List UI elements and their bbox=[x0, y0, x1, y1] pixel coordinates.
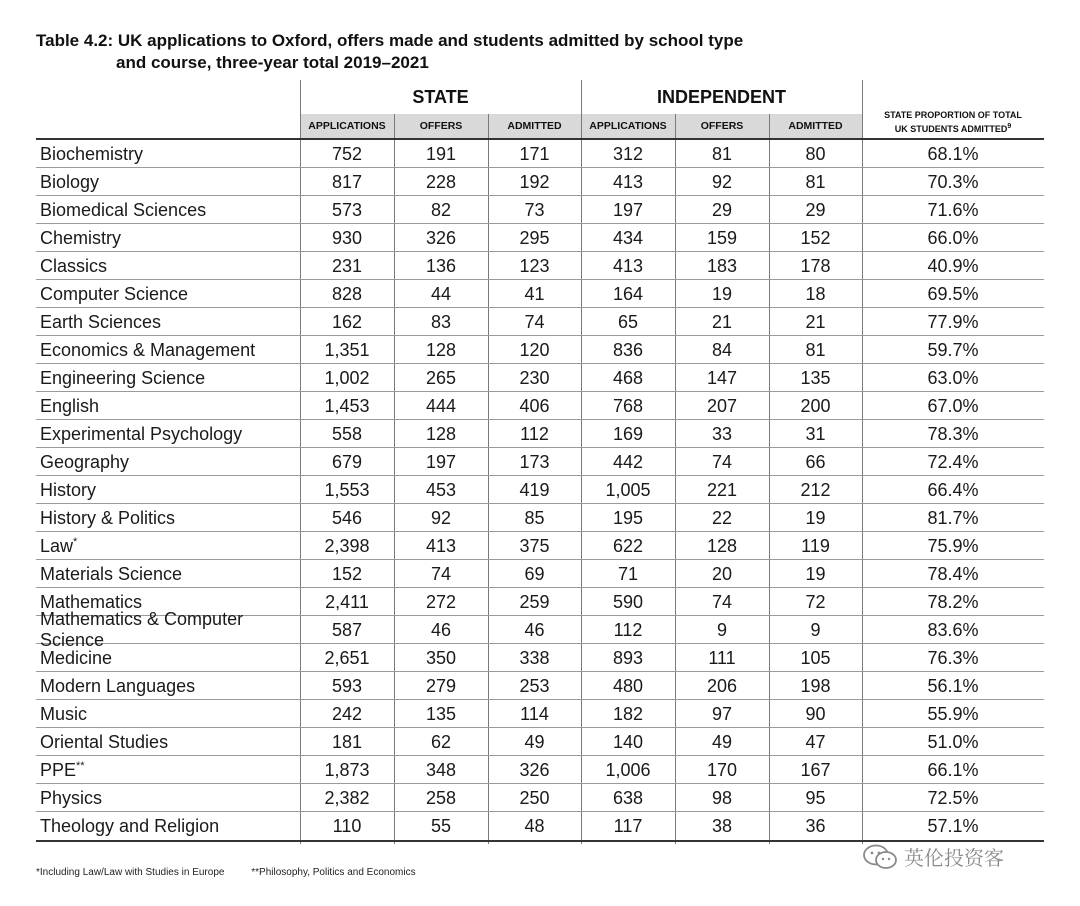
cell-state-admitted: 41 bbox=[524, 283, 545, 304]
cell-state-offers: 44 bbox=[430, 283, 452, 304]
cell-course bbox=[40, 196, 298, 224]
cell-independent-offers: 74 bbox=[711, 591, 733, 612]
cell-independent-offers: 81 bbox=[711, 143, 733, 164]
table-row bbox=[36, 308, 1044, 336]
cell-course bbox=[40, 756, 298, 784]
cell-course bbox=[40, 140, 298, 168]
col-header-state-applications: APPLICATIONS bbox=[308, 120, 386, 132]
course-name: History bbox=[40, 479, 97, 500]
cell-state-applications: 1,453 bbox=[324, 395, 370, 416]
cell-state-offers: 83 bbox=[430, 311, 452, 332]
cell-state-offers: 453 bbox=[425, 479, 457, 500]
cell-state-offers: 135 bbox=[425, 703, 457, 724]
cell-independent-admitted: 95 bbox=[805, 787, 826, 808]
table-row bbox=[36, 700, 1044, 728]
cell-state-offers: 265 bbox=[425, 367, 457, 388]
table-row bbox=[36, 280, 1044, 308]
cell-state-offers: 413 bbox=[425, 535, 457, 556]
cell-independent-offers: 159 bbox=[706, 227, 738, 248]
col-header-state-admitted: ADMITTED bbox=[507, 120, 562, 132]
course-name: Geography bbox=[40, 451, 130, 472]
cell-state-admitted: 85 bbox=[524, 507, 545, 528]
cell-state-admitted: 171 bbox=[519, 143, 550, 164]
course-name: Theology and Religion bbox=[40, 815, 220, 836]
cell-state-applications: 679 bbox=[331, 451, 363, 472]
cell-independent-applications: 1,006 bbox=[605, 759, 651, 780]
cell-state-proportion: 72.4% bbox=[927, 451, 979, 472]
cell-independent-applications: 71 bbox=[617, 563, 639, 584]
cell-independent-applications: 836 bbox=[612, 339, 644, 360]
table-row bbox=[36, 168, 1044, 196]
cell-state-proportion: 72.5% bbox=[927, 787, 979, 808]
cell-state-proportion: 56.1% bbox=[927, 675, 979, 696]
cell-state-admitted: 48 bbox=[524, 815, 545, 836]
cell-state-offers: 350 bbox=[425, 647, 457, 668]
cell-independent-admitted: 135 bbox=[800, 367, 831, 388]
cell-state-admitted: 230 bbox=[519, 367, 550, 388]
course-name: Music bbox=[40, 703, 88, 724]
cell-state-offers: 279 bbox=[425, 675, 457, 696]
course-name: Classics bbox=[40, 255, 108, 276]
cell-state-proportion: 83.6% bbox=[927, 619, 979, 640]
cell-state-proportion: 77.9% bbox=[927, 311, 979, 332]
footnote-ppe: **Philosophy, Politics and Economics bbox=[251, 867, 416, 878]
cell-state-applications: 181 bbox=[331, 731, 363, 752]
cell-independent-offers: 111 bbox=[708, 647, 736, 668]
footnote-law: *Including Law/Law with Studies in Europe bbox=[36, 867, 225, 878]
table-row bbox=[36, 476, 1044, 504]
cell-state-offers: 62 bbox=[430, 731, 452, 752]
prop-header-line-1: STATE PROPORTION OF TOTAL bbox=[884, 109, 1022, 120]
cell-state-offers: 191 bbox=[425, 143, 457, 164]
cell-course bbox=[40, 336, 298, 364]
cell-independent-offers: 9 bbox=[716, 619, 727, 640]
course-name: Biochemistry bbox=[40, 143, 144, 164]
cell-state-admitted: 259 bbox=[519, 591, 550, 612]
title-line-1: Table 4.2: UK applications to Oxford, offers made and students admitted by school type bbox=[36, 31, 744, 50]
cell-independent-offers: 21 bbox=[711, 311, 733, 332]
cell-independent-admitted: 19 bbox=[805, 563, 826, 584]
cell-state-admitted: 375 bbox=[519, 535, 550, 556]
cell-state-admitted: 120 bbox=[519, 339, 550, 360]
cell-course bbox=[40, 364, 298, 392]
cell-state-admitted: 74 bbox=[524, 311, 545, 332]
col-header-state-offers: OFFERS bbox=[419, 120, 463, 132]
cell-state-applications: 930 bbox=[331, 227, 363, 248]
cell-state-applications: 558 bbox=[331, 423, 363, 444]
cell-course bbox=[40, 420, 298, 448]
course-name: Earth Sciences bbox=[40, 311, 162, 332]
cell-state-admitted: 419 bbox=[519, 479, 550, 500]
table-row bbox=[36, 756, 1044, 784]
course-name: English bbox=[40, 395, 100, 416]
cell-state-proportion: 81.7% bbox=[927, 507, 979, 528]
cell-course bbox=[40, 812, 298, 840]
cell-independent-admitted: 119 bbox=[801, 535, 830, 556]
cell-independent-offers: 207 bbox=[706, 395, 738, 416]
table-row bbox=[36, 252, 1044, 280]
cell-state-proportion: 69.5% bbox=[927, 283, 979, 304]
cell-independent-admitted: 152 bbox=[800, 227, 831, 248]
cell-course bbox=[40, 168, 298, 196]
table-row bbox=[36, 420, 1044, 448]
cell-state-proportion: 76.3% bbox=[927, 647, 979, 668]
table-row bbox=[36, 140, 1044, 168]
cell-state-proportion: 78.2% bbox=[927, 591, 979, 612]
course-name: History & Politics bbox=[40, 507, 176, 528]
cell-state-applications: 1,002 bbox=[324, 367, 370, 388]
cell-independent-admitted: 198 bbox=[800, 675, 831, 696]
course-name: Computer Science bbox=[40, 283, 189, 304]
cell-independent-applications: 442 bbox=[612, 451, 644, 472]
cell-state-admitted: 123 bbox=[519, 255, 550, 276]
table-row bbox=[36, 532, 1044, 560]
cell-state-admitted: 295 bbox=[519, 227, 550, 248]
table-row bbox=[36, 784, 1044, 812]
cell-state-proportion: 40.9% bbox=[927, 255, 979, 276]
cell-course bbox=[40, 252, 298, 280]
cell-course bbox=[40, 224, 298, 252]
cell-state-offers: 228 bbox=[425, 171, 457, 192]
cell-independent-applications: 117 bbox=[613, 815, 643, 836]
cell-independent-admitted: 29 bbox=[805, 199, 826, 220]
cell-independent-offers: 97 bbox=[711, 703, 733, 724]
table-row bbox=[36, 812, 1044, 840]
cell-course bbox=[40, 784, 298, 812]
course-name: Biomedical Sciences bbox=[40, 199, 207, 220]
cell-course bbox=[40, 308, 298, 336]
table-row bbox=[36, 644, 1044, 672]
col-header-independent-offers: OFFERS bbox=[700, 120, 744, 132]
col-header-state-proportion bbox=[862, 106, 1044, 138]
prop-header-line-2: UK STUDENTS ADMITTED bbox=[894, 123, 1008, 134]
course-name: Medicine bbox=[40, 647, 113, 668]
footnote-mark: ** bbox=[76, 760, 85, 772]
cell-independent-admitted: 31 bbox=[805, 423, 826, 444]
cell-state-admitted: 46 bbox=[524, 619, 545, 640]
cell-independent-admitted: 21 bbox=[805, 311, 826, 332]
cell-independent-offers: 49 bbox=[711, 731, 733, 752]
cell-state-proportion: 70.3% bbox=[927, 171, 979, 192]
cell-state-offers: 55 bbox=[430, 815, 452, 836]
cell-independent-offers: 74 bbox=[711, 451, 733, 472]
course-name: Oriental Studies bbox=[40, 731, 169, 752]
cell-state-admitted: 406 bbox=[519, 395, 550, 416]
cell-state-offers: 258 bbox=[425, 787, 457, 808]
cell-state-proportion: 75.9% bbox=[927, 535, 979, 556]
cell-course bbox=[40, 609, 298, 650]
table-row bbox=[36, 504, 1044, 532]
cell-state-applications: 231 bbox=[331, 255, 363, 276]
cell-state-admitted: 250 bbox=[519, 787, 550, 808]
course-name: Modern Languages bbox=[40, 675, 196, 696]
cell-state-offers: 348 bbox=[425, 759, 457, 780]
cell-independent-applications: 413 bbox=[612, 255, 644, 276]
cell-independent-offers: 206 bbox=[706, 675, 738, 696]
course-name: Engineering Science bbox=[40, 367, 206, 388]
cell-independent-applications: 312 bbox=[612, 143, 644, 164]
course-name: Law bbox=[40, 535, 74, 556]
cell-course bbox=[40, 476, 298, 504]
table-row bbox=[36, 392, 1044, 420]
cell-independent-offers: 183 bbox=[706, 255, 738, 276]
cell-independent-admitted: 81 bbox=[805, 171, 826, 192]
group-header-independent: INDEPENDENT bbox=[656, 86, 786, 107]
cell-independent-applications: 893 bbox=[612, 647, 644, 668]
title-line-2: and course, three-year total 2019–2021 bbox=[116, 53, 429, 72]
cell-state-admitted: 253 bbox=[519, 675, 550, 696]
cell-state-applications: 1,553 bbox=[324, 479, 370, 500]
cell-state-proportion: 51.0% bbox=[927, 731, 979, 752]
cell-independent-applications: 164 bbox=[612, 283, 644, 304]
cell-independent-admitted: 80 bbox=[805, 143, 826, 164]
cell-state-applications: 828 bbox=[331, 283, 363, 304]
course-name: Mathematics & Computer Science bbox=[40, 609, 244, 650]
watermark bbox=[862, 842, 1004, 871]
cell-state-proportion: 68.1% bbox=[927, 143, 979, 164]
cell-independent-offers: 92 bbox=[711, 171, 733, 192]
table-row bbox=[36, 364, 1044, 392]
cell-course bbox=[40, 504, 298, 532]
cell-independent-admitted: 9 bbox=[810, 619, 821, 640]
col-header-independent-applications: APPLICATIONS bbox=[589, 120, 667, 132]
cell-state-applications: 242 bbox=[331, 703, 363, 724]
cell-state-offers: 46 bbox=[430, 619, 452, 640]
cell-state-admitted: 326 bbox=[519, 759, 550, 780]
cell-independent-offers: 20 bbox=[711, 563, 733, 584]
cell-independent-admitted: 167 bbox=[800, 759, 831, 780]
cell-independent-applications: 480 bbox=[612, 675, 644, 696]
cell-independent-offers: 38 bbox=[711, 815, 733, 836]
cell-independent-offers: 221 bbox=[706, 479, 738, 500]
cell-independent-offers: 98 bbox=[711, 787, 733, 808]
cell-state-applications: 162 bbox=[331, 311, 363, 332]
group-header-state: STATE bbox=[412, 86, 469, 107]
cell-independent-applications: 434 bbox=[612, 227, 644, 248]
prop-header-note: 9 bbox=[1007, 122, 1012, 130]
cell-course bbox=[40, 728, 298, 756]
cell-state-admitted: 112 bbox=[520, 423, 549, 444]
cell-state-proportion: 57.1% bbox=[927, 815, 979, 836]
cell-state-offers: 197 bbox=[425, 451, 457, 472]
cell-independent-applications: 112 bbox=[613, 619, 643, 640]
cell-state-proportion: 78.4% bbox=[927, 563, 979, 584]
table-row bbox=[36, 336, 1044, 364]
cell-state-admitted: 173 bbox=[519, 451, 550, 472]
table-title bbox=[36, 30, 743, 74]
cell-state-proportion: 71.6% bbox=[927, 199, 979, 220]
cell-course bbox=[40, 532, 298, 560]
cell-independent-admitted: 18 bbox=[805, 283, 826, 304]
cell-state-offers: 444 bbox=[425, 395, 457, 416]
cell-state-proportion: 78.3% bbox=[927, 423, 979, 444]
cell-state-applications: 1,873 bbox=[324, 759, 370, 780]
cell-state-applications: 573 bbox=[331, 199, 363, 220]
cell-independent-admitted: 81 bbox=[805, 339, 826, 360]
cell-state-applications: 817 bbox=[331, 171, 363, 192]
cell-independent-applications: 468 bbox=[612, 367, 644, 388]
cell-state-applications: 2,651 bbox=[324, 647, 370, 668]
cell-state-offers: 128 bbox=[425, 423, 457, 444]
cell-independent-applications: 638 bbox=[612, 787, 644, 808]
cell-state-proportion: 59.7% bbox=[927, 339, 979, 360]
cell-course bbox=[40, 392, 298, 420]
wechat-icon bbox=[862, 844, 898, 870]
cell-state-offers: 136 bbox=[425, 255, 457, 276]
course-name: Physics bbox=[40, 787, 103, 808]
table-row bbox=[36, 560, 1044, 588]
cell-state-applications: 752 bbox=[331, 143, 363, 164]
cell-independent-applications: 197 bbox=[612, 199, 644, 220]
cell-independent-offers: 19 bbox=[711, 283, 733, 304]
cell-independent-offers: 33 bbox=[711, 423, 733, 444]
table-row bbox=[36, 448, 1044, 476]
footnotes bbox=[36, 867, 440, 878]
cell-state-proportion: 66.4% bbox=[927, 479, 979, 500]
cell-state-proportion: 55.9% bbox=[927, 703, 979, 724]
cell-state-applications: 587 bbox=[331, 619, 363, 640]
course-name: Mathematics bbox=[40, 591, 143, 612]
table-row bbox=[36, 224, 1044, 252]
cell-independent-applications: 622 bbox=[612, 535, 644, 556]
cell-independent-applications: 768 bbox=[612, 395, 644, 416]
cell-state-offers: 92 bbox=[430, 507, 452, 528]
cell-independent-admitted: 66 bbox=[805, 451, 826, 472]
cell-independent-admitted: 105 bbox=[800, 647, 831, 668]
cell-state-applications: 110 bbox=[332, 815, 362, 836]
cell-independent-offers: 170 bbox=[706, 759, 738, 780]
cell-independent-admitted: 19 bbox=[805, 507, 826, 528]
cell-state-admitted: 192 bbox=[519, 171, 550, 192]
cell-independent-offers: 128 bbox=[706, 535, 738, 556]
cell-course bbox=[40, 448, 298, 476]
cell-independent-applications: 182 bbox=[612, 703, 644, 724]
table-row bbox=[36, 728, 1044, 756]
course-name: Economics & Management bbox=[40, 339, 256, 360]
cell-independent-applications: 169 bbox=[612, 423, 644, 444]
cell-independent-applications: 195 bbox=[612, 507, 644, 528]
course-name: Biology bbox=[40, 171, 100, 192]
course-name: Materials Science bbox=[40, 563, 183, 584]
cell-state-applications: 2,398 bbox=[324, 535, 370, 556]
table-row bbox=[36, 196, 1044, 224]
cell-state-proportion: 66.0% bbox=[927, 227, 979, 248]
cell-state-applications: 2,382 bbox=[324, 787, 370, 808]
cell-independent-offers: 29 bbox=[711, 199, 733, 220]
watermark-text: 英伦投资客 bbox=[904, 848, 1004, 870]
cell-independent-applications: 413 bbox=[612, 171, 644, 192]
cell-independent-offers: 147 bbox=[706, 367, 738, 388]
cell-state-admitted: 69 bbox=[524, 563, 545, 584]
cell-state-offers: 82 bbox=[430, 199, 452, 220]
cell-independent-offers: 22 bbox=[711, 507, 733, 528]
cell-state-admitted: 114 bbox=[520, 703, 549, 724]
course-name: Experimental Psychology bbox=[40, 423, 243, 444]
footnote-mark: * bbox=[73, 536, 78, 548]
cell-state-applications: 2,411 bbox=[325, 591, 369, 612]
cell-state-applications: 546 bbox=[331, 507, 363, 528]
cell-course bbox=[40, 280, 298, 308]
cell-independent-admitted: 47 bbox=[805, 731, 826, 752]
course-name: PPE bbox=[40, 759, 77, 780]
cell-course bbox=[40, 700, 298, 728]
cell-state-admitted: 49 bbox=[524, 731, 545, 752]
course-name: Chemistry bbox=[40, 227, 122, 248]
cell-course bbox=[40, 644, 298, 672]
col-header-independent-admitted: ADMITTED bbox=[788, 120, 843, 132]
cell-independent-offers: 84 bbox=[711, 339, 733, 360]
cell-course bbox=[40, 672, 298, 700]
cell-state-admitted: 338 bbox=[519, 647, 550, 668]
cell-state-proportion: 66.1% bbox=[927, 759, 979, 780]
table-row bbox=[36, 609, 1044, 650]
cell-independent-applications: 1,005 bbox=[605, 479, 651, 500]
table-row bbox=[36, 672, 1044, 700]
cell-independent-admitted: 178 bbox=[800, 255, 831, 276]
cell-state-admitted: 73 bbox=[524, 199, 545, 220]
cell-state-offers: 272 bbox=[425, 591, 457, 612]
cell-independent-applications: 65 bbox=[617, 311, 639, 332]
cell-state-applications: 1,351 bbox=[324, 339, 370, 360]
cell-independent-admitted: 200 bbox=[800, 395, 831, 416]
cell-state-offers: 326 bbox=[425, 227, 457, 248]
cell-independent-admitted: 212 bbox=[800, 479, 831, 500]
cell-state-proportion: 63.0% bbox=[927, 367, 979, 388]
cell-independent-applications: 140 bbox=[612, 731, 644, 752]
cell-independent-applications: 590 bbox=[612, 591, 644, 612]
cell-course bbox=[40, 560, 298, 588]
cell-state-proportion: 67.0% bbox=[927, 395, 979, 416]
cell-independent-admitted: 36 bbox=[805, 815, 826, 836]
cell-state-applications: 152 bbox=[331, 563, 363, 584]
cell-state-offers: 128 bbox=[425, 339, 457, 360]
cell-independent-admitted: 90 bbox=[805, 703, 826, 724]
cell-independent-admitted: 72 bbox=[805, 591, 826, 612]
cell-state-offers: 74 bbox=[430, 563, 452, 584]
cell-state-applications: 593 bbox=[331, 675, 363, 696]
